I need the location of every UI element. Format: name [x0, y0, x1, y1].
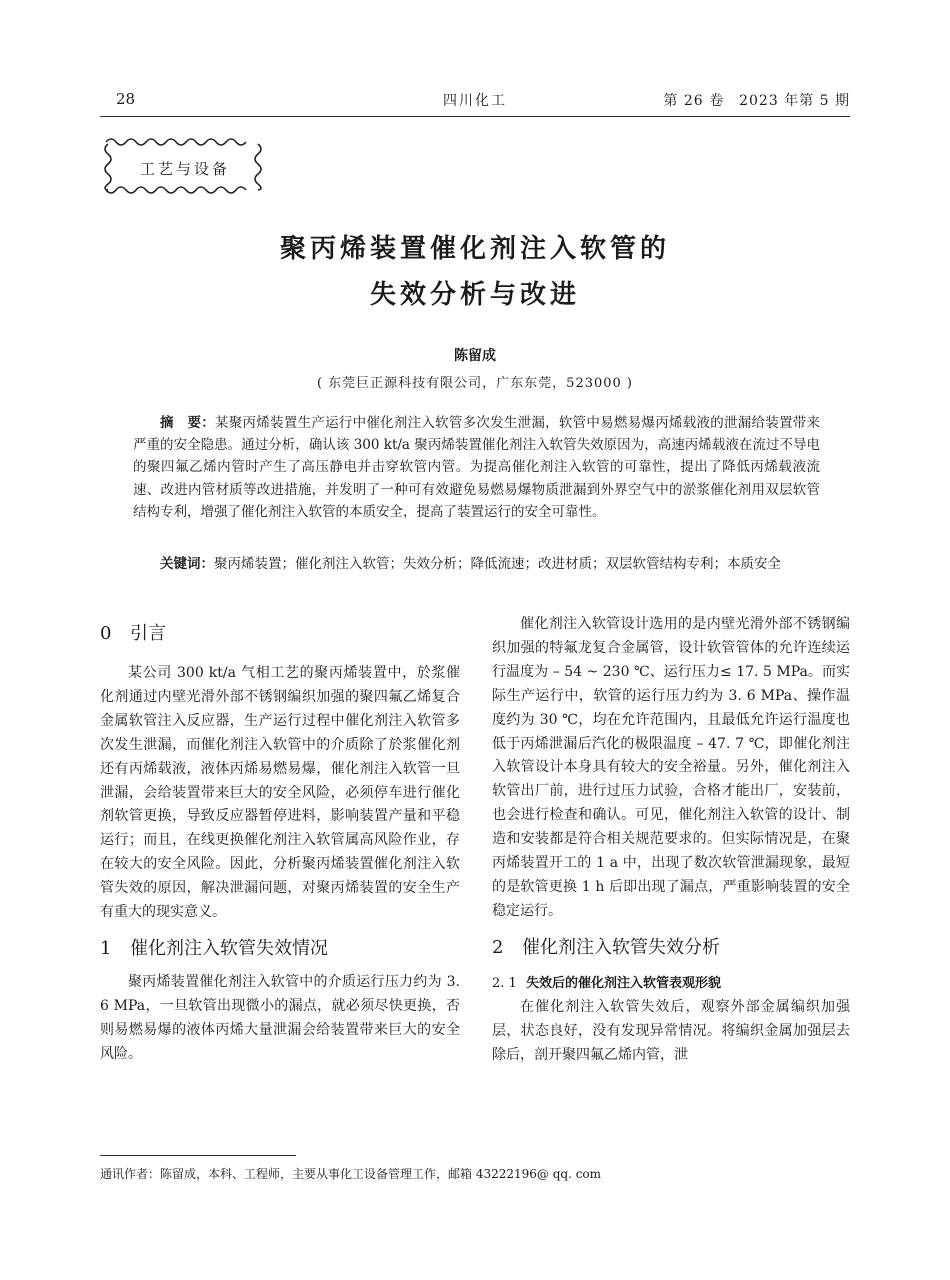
subsection-2-1-title: 失效后的催化剂注入软管表观形貌 [526, 975, 722, 991]
section-0-number: 0 [100, 623, 112, 644]
keywords-label: 关键词： [160, 556, 214, 572]
author-affiliation: ( 东莞巨正源科技有限公司，广东东莞，523000 ) [316, 376, 634, 391]
subsection-2-1-heading [492, 972, 850, 996]
left-column [100, 616, 460, 1067]
keywords [133, 553, 820, 575]
section-2-heading [492, 930, 850, 966]
section-2-title: 催化剂注入软管失效分析 [522, 936, 720, 958]
abstract-text: 某聚丙烯装置生产运行中催化剂注入软管多次发生泄漏，软管中易燃易爆丙烯载液的泄漏给装置带来严重的安全隐患。通过分析，确认该 300 kt/a 聚丙烯装置催化剂注入软管失效原因为，高速丙烯载液在流过不导电的聚四氟乙烯内管时产生了高压静电并击穿软管内管。为提高催化剂注入软管的可靠性，提出了降低丙烯载液流速、改进内管材质等改进措施，并发明了一种可有效避免易燃易爆物质泄漏到外界空气中的淤浆催化剂用双层软管结构专利，增强了催化剂注入软管的本质安全，提高了装置运行的安全可靠性。 [133, 415, 821, 520]
section-1-paragraph: 聚丙烯装置催化剂注入软管中的介质运行压力约为 3. 6 MPa，一旦软管出现微小的漏点，就必须尽快更换，否则易燃易爆的液体丙烯大量泄漏会给装置带来巨大的安全风险。 [100, 973, 460, 1062]
section-1-title: 催化剂注入软管失效情况 [130, 937, 328, 959]
section-0-title: 引言 [130, 623, 166, 644]
article-title-line2: 失效分析与改进 [369, 280, 580, 310]
footnote: 通讯作者：陈留成，本科、工程师，主要从事化工设备管理工作，邮箱 43222196@ qq. com [100, 1167, 602, 1181]
author-name: 陈留成 [454, 348, 496, 364]
section-1-paragraph-2: 催化剂注入软管设计选用的是内壁光滑外部不锈钢编织加强的特氟龙复合金属管，设计软管管体的允许连续运行温度为 – 54 ~ 230 ℃、运行压力≤ 17. 5 MPa。而实际生产运行中，软管的运行压力约为 3. 6 MPa、操作温度约为 30 ℃，均在允许范围内，且最低允许运行温度也低于丙烯泄漏后汽化的极限温度 – 47. 7 ℃，即催化剂注入软管设计本身具有较大的安全裕量。另外，催化剂注入软管出厂前，进行过压力试验，合格才能出厂，安装前，也会进行检查和确认。可见，催化剂注入软管的设计、制造和安装都是符合相关规范要求的。但实际情况是，在聚丙烯装置开工的 1 a 中，出现了数次软管泄漏现象，最短的是软管更换 1 h 后即出现了漏点，严重影响装置的安全稳定运行。 [492, 616, 850, 919]
keywords-text: 聚丙烯装置；催化剂注入软管；失效分析；降低流速；改进材质；双层软管结构专利；本质安全 [214, 556, 781, 572]
footnote-rule [100, 1155, 296, 1156]
header-rule [100, 116, 850, 117]
section-0-heading [100, 616, 460, 652]
section-1-heading [100, 931, 460, 967]
journal-name: 四川化工 [443, 93, 507, 109]
subsection-2-1-number: 2. 1 [492, 975, 517, 991]
article-title-line1: 聚丙烯装置催化剂注入软管的 [279, 234, 670, 264]
section-0-paragraph: 某公司 300 kt/a 气相工艺的聚丙烯装置中，於浆催化剂通过内壁光滑外部不锈钢编织加强的聚四氟乙烯复合金属软管注入反应器，生产运行过程中催化剂注入软管多次发生泄漏，而催化剂注入软管中的介质除了於浆催化剂还有丙烯载液，液体丙烯易燃易爆，催化剂注入软管一旦泄漏，会给装置带来巨大的安全风险，必须停车进行催化剂软管更换，导致反应器暂停进料，影响装置产量和平稳运行；而且，在线更换催化剂注入软管属高风险作业，存在较大的安全风险。因此，分析聚丙烯装置催化剂注入软管失效的原因，解决泄漏问题，对聚丙烯装置的安全生产有重大的现实意义。 [100, 665, 460, 921]
abstract-label: 摘 要： [160, 415, 216, 431]
right-column [492, 613, 850, 1068]
section-1-number: 1 [100, 937, 112, 959]
section-2-number: 2 [492, 936, 504, 958]
section-tag-label: 工艺与设备 [140, 160, 231, 178]
section-2-paragraph: 在催化剂注入软管失效后，观察外部金属编织加强层，状态良好，没有发现异常情况。将编织金属加强层去除后，剖开聚四氟乙烯内管，泄 [492, 998, 850, 1063]
abstract [133, 412, 820, 523]
issue-info: 第 26 卷 2023 年第 5 期 [663, 93, 850, 109]
page-number: 28 [116, 90, 136, 108]
